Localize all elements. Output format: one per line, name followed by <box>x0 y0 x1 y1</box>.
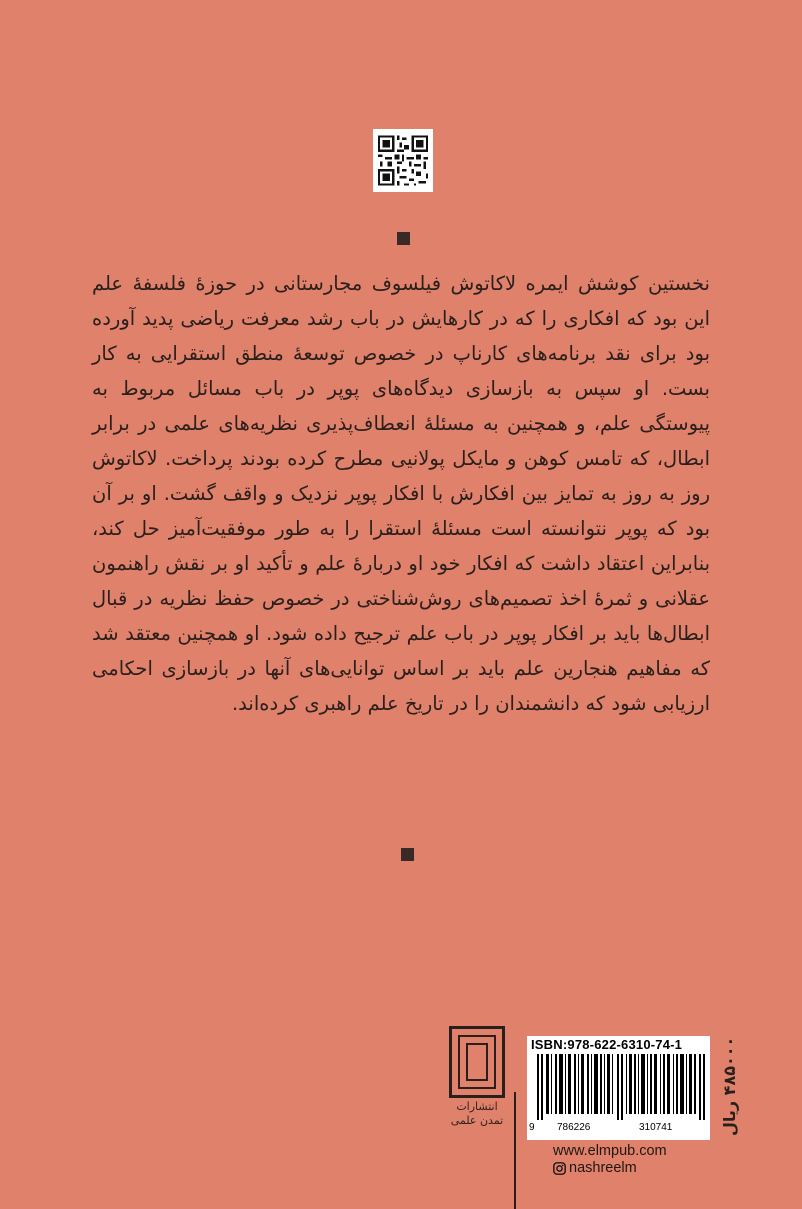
qr-code <box>373 129 433 192</box>
instagram-handle-text: nashreelm <box>569 1160 637 1176</box>
website-url: www.elmpub.com <box>553 1143 667 1159</box>
barcode-digits-right: 310741 <box>639 1122 673 1133</box>
barcode-digits-left: 786226 <box>557 1122 591 1133</box>
publisher-name-line1: انتشارات <box>456 1100 498 1113</box>
isbn-barcode <box>527 1036 710 1140</box>
qr-code-graphic <box>373 129 433 192</box>
decorative-square-bottom <box>401 848 414 861</box>
barcode-digit-first: 9 <box>529 1122 535 1133</box>
publisher-name <box>446 1100 508 1128</box>
instagram-handle <box>553 1160 637 1176</box>
isbn-label: ISBN:978-622-6310-74-1 <box>531 1037 683 1052</box>
price-label: ۴۸۵۰۰۰ ریال <box>720 1036 739 1136</box>
publisher-logo <box>446 1026 508 1136</box>
publisher-logo-mark <box>449 1026 505 1098</box>
instagram-icon <box>553 1162 566 1175</box>
decorative-square-top <box>397 232 410 245</box>
barcode-bars <box>537 1054 705 1120</box>
publisher-name-line2: تمدن علمی <box>450 1114 504 1127</box>
back-cover-text: نخستین کوشش ایمره لاکاتوش فیلسوف مجارستانی در حوزهٔ فلسفهٔ علم این بود که افکاری را که در کارهایش در باب رشد معرفت ریاضی پدید آورده بود برای نقد برنامه‌های کارناپ در خصوص توسعهٔ منطق استقرایی به کار بست. او سپس به بازسازی دیدگاه‌های پوپر در باب مسائل مربوط به پیوستگی علم، و همچنین به مسئلهٔ انعطاف‌پذیری نظریه‌های علمی در برابر ابطال، که تامس کوهن و مایکل پولانیی مطرح کرده بودند پرداخت. لاکاتوش روز به روز به تمایز بین افکارش با افکار پوپر نزدیک و واقف گشت. او بر آن بود که پوپر نتوانسته است مسئلهٔ استقرا را به طور موفقیت‌آمیز حل کند، بنابراین اعتقاد داشت که افکار خود او دربارهٔ علم و تأکید او بر نقش راهنمون عقلانی و ثمرهٔ اخذ تصمیم‌های روش‌شناختی در خصوص حفظ نظریه در قبال ابطال‌ها باید بر افکار پوپر در باب علم ترجیح داده شود. او همچنین معتقد شد که مفاهیم هنجارین علم باید بر اساس توانایی‌های آنها در بازسازی احکامی ارزیابی شود که دانشمندان را در تاریخ علم راهبری کرده‌اند. <box>92 272 710 715</box>
vertical-divider <box>514 1092 516 1209</box>
